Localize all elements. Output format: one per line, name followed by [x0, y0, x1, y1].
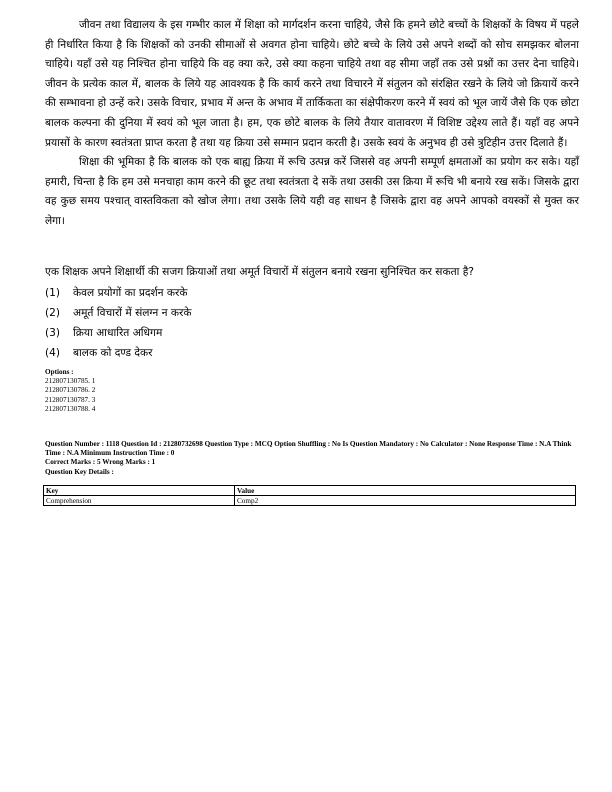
option-text: बालक को दण्ड देकर — [73, 346, 153, 359]
option-number: (2) — [45, 306, 61, 319]
option-text: केवल प्रयोगों का प्रदर्शन करके — [73, 286, 188, 299]
question-text: एक शिक्षक अपने शिक्षार्थी की सजग क्रियाओं तथा अमूर्त विचारों में संतुलन बनाये रखना सुनिश्चित कर सकता है? — [45, 266, 474, 278]
question-metadata: Question Number : 1118 Question Id : 21280732698 Question Type : MCQ Option Shuffling : No Is Question Mandatory : No Calculator : None Response Time : N.A Think Time : N.A Minimum Instruction Time : 0 — [45, 440, 572, 458]
option-number: (4) — [45, 346, 61, 359]
option-text: क्रिया आधारित अधिगम — [73, 326, 163, 339]
option-item[interactable] — [45, 303, 579, 323]
marks-info: Correct Marks : 5 Wrong Marks : 1 — [45, 458, 156, 467]
option-id: 212807130786. 2 — [45, 386, 96, 395]
option-item[interactable] — [45, 343, 579, 363]
option-item[interactable] — [45, 283, 579, 303]
table-row — [44, 496, 576, 506]
option-id: 212807130787. 3 — [45, 395, 96, 404]
option-text: अमूर्त विचारों में संलग्न न करके — [73, 306, 192, 319]
options-label: Options : — [45, 368, 74, 376]
table-cell-key: Comprehension — [44, 496, 235, 506]
option-item[interactable] — [45, 323, 579, 343]
passage-paragraph-1: जीवन तथा विद्यालय के इस गम्भीर काल में शिक्षा को मार्गदर्शन करना चाहिये, जैसे कि हमने छोटे बच्चों के शिक्षकों के विषय में पहले ही निर्धारित किया है कि शिक्षकों को उनकी सीमाओं से अवगत होना चाहिये। छोटे बच्चे के लिये उसे अपने शब्दों को सोच समझकर बोलना चाहिये। यहाँ उसे यह निश्चित होना चाहिये कि वह क्या करे, उसे क्या कहना चाहिये तथा वह सीमा जहाँ तक उसे प्रश्नों का उत्तर देना चाहिये। जीवन के प्रत्येक काल में, बालक के लिये यह आवश्यक है कि कार्य करने तथा विचारने में संतुलन को संरक्षित रखने के लिये जो क्रियायें करने की सम्भावना हो उन्हें करे। उसके विचार, प्रभाव में अन्त के अभाव में तार्किकता का संक्षेपीकरण करने में स्वयं को भूल जायें जैसे कि एक छोटा बालक कल्पना की दुनिया में स्वयं को भूल जाता है। हम, एक छोटे बालक के लिये तैयार वातावरण में विशिष्ट उद्देश्य लाते हैं। यहाँ वह अपने प्रयासों के कारण स्वतंत्रता प्राप्त करता है तथा यह क्रिया उसे सम्मान प्रदान करती है। उसके स्वयं के अनुभव ही उसे त्रुटिहीन उत्तर दिलाते हैं। — [45, 19, 579, 149]
question-key-table — [43, 485, 576, 506]
comprehension-passage — [45, 16, 579, 232]
table-header-key: Key — [44, 486, 235, 496]
table-cell-value: Comp2 — [235, 496, 576, 506]
table-header-row — [44, 486, 576, 496]
passage-paragraph-2: शिक्षा की भूमिका है कि बालक को एक बाह्य क्रिया में रूचि उत्पन्न करें जिससे वह अपनी सम्पूर्ण क्षमताओं का प्रयोग कर सके। यहाँ हमारी, चिन्ता है कि हम उसे मनचाहा काम करने की छूट तथा स्वतंत्रता दे सकें तथा उसकी उस क्रिया में रूचि भी बनाये रख सकें। जिसके द्वारा वह कुछ समय पश्चात् वास्तविकता को खोज लेगा। तथा उसके लिये यही वह साधन है जिसके द्वारा वह अपने आपको वयस्कों से मुक्त कर लेगा। — [45, 156, 579, 227]
key-details-heading: Question Key Details : — [45, 467, 114, 476]
options-id-list — [45, 368, 95, 414]
question-block — [45, 263, 579, 363]
question-info — [45, 440, 579, 477]
table-header-value: Value — [235, 486, 576, 496]
option-id: 212807130788. 4 — [45, 404, 96, 413]
option-id: 212807130785. 1 — [45, 377, 96, 386]
option-number: (3) — [45, 326, 61, 339]
option-number: (1) — [45, 286, 61, 299]
